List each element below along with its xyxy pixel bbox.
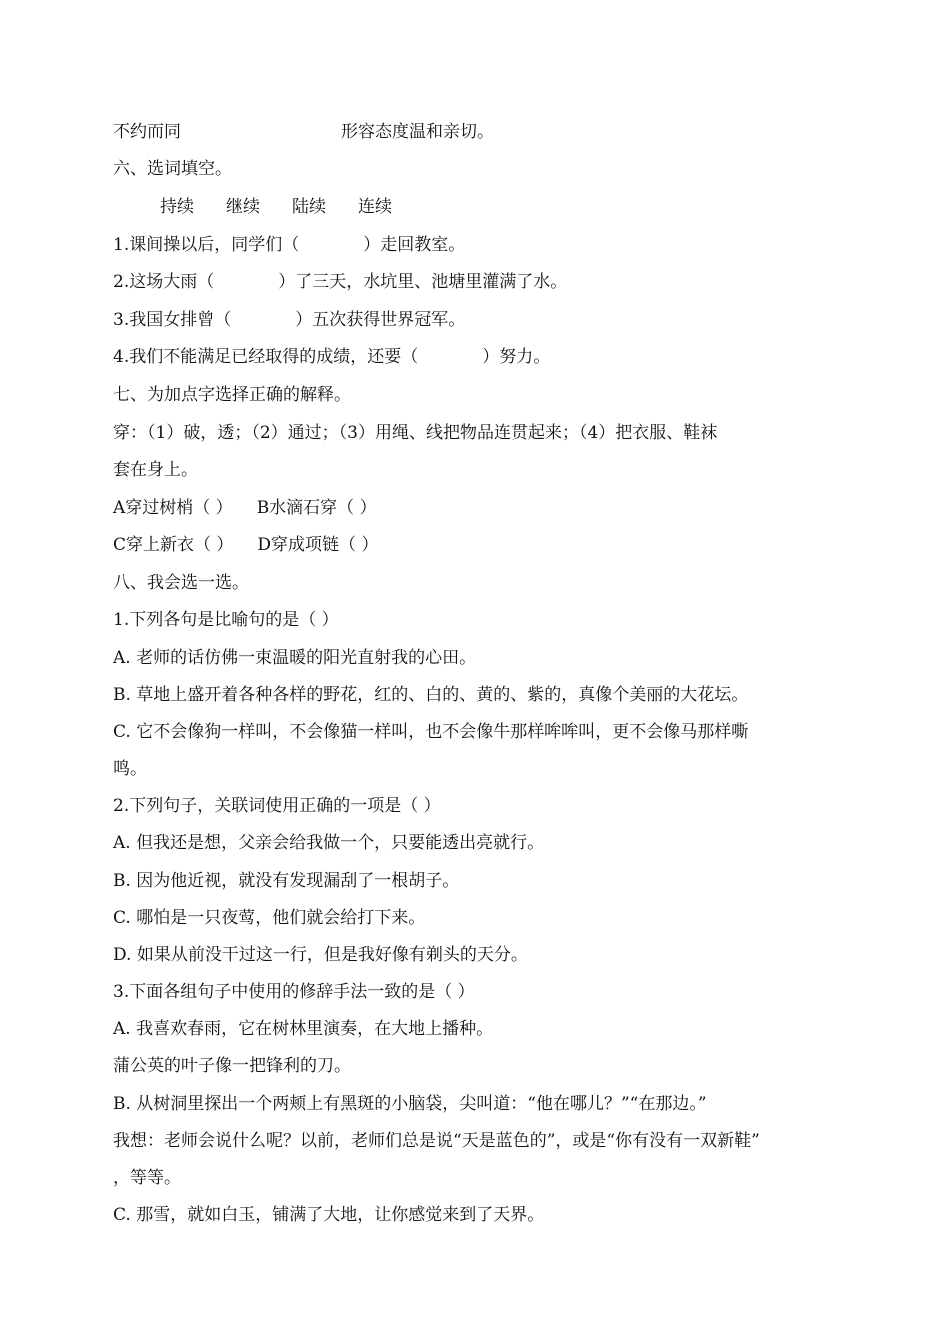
question-text: 3.我国女排曾（ [113,310,232,330]
match-row [113,121,494,143]
option-line: 我想：老师会说什么呢？以前，老师们总是说“天是蓝色的”，或是“你有没有一双新鞋” [113,1131,760,1151]
fill-question-3 [113,309,465,331]
option-line: C. 哪怕是一只夜莺，他们就会给打下来。 [113,908,426,928]
match-word: 不约而同 [113,122,181,142]
option-line: B. 因为他近视，就没有发现漏刮了一根胡子。 [113,871,460,891]
choice-row [113,497,377,519]
option-line: A. 老师的话仿佛一束温暖的阳光直射我的心田。 [113,648,477,668]
question-stem: 2.下列句子，关联词使用正确的一项是（ ） [113,796,441,816]
question-text: 2.这场大雨（ [113,272,215,292]
option-line: C. 它不会像狗一样叫，不会像猫一样叫，也不会像牛那样哞哞叫，更不会像马那样嘶 [113,722,749,742]
section-8-heading: 八、我会选一选。 [113,573,249,593]
question-text: 1.课间操以后，同学们（ [113,235,300,255]
word-bank-item: 陆续 [292,197,326,217]
option-line: D. 如果从前没干过这一行，但是我好像有剃头的天分。 [113,945,528,965]
fill-question-2 [113,271,567,293]
option-line: 蒲公英的叶子像一把锋利的刀。 [113,1056,351,1076]
option-line: A. 但我还是想，父亲会给我做一个，只要能透出亮就行。 [113,833,545,853]
question-stem: 3.下面各组句子中使用的修辞手法一致的是（ ） [113,982,475,1002]
question-text: ）五次获得世界冠军。 [295,310,466,330]
section-6-heading: 六、选词填空。 [113,159,232,179]
fill-question-4 [113,346,550,368]
option-line: B. 草地上盛开着各种各样的野花，红的、白的、黄的、紫的，真像个美丽的大花坛。 [113,685,749,705]
option-line: A. 我喜欢春雨，它在树林里演奏，在大地上播种。 [113,1019,494,1039]
choice-item: B水滴石穿（ ） [256,498,377,518]
option-line: C. 那雪，就如白玉，铺满了大地，让你感觉来到了天界。 [113,1205,545,1225]
definition-line: 套在身上。 [113,460,198,480]
definition-line: 穿：（1）破，透；（2）通过；（3）用绳、线把物品连贯起来；（4）把衣服、鞋袜 [113,423,718,443]
word-bank-item: 连续 [358,197,392,217]
question-text: ）了三天，水坑里、池塘里灌满了水。 [278,272,568,292]
question-stem: 1.下列各句是比喻句的是（ ） [113,610,339,630]
match-definition: 形容态度温和亲切。 [341,122,494,142]
fill-question-1 [113,234,465,256]
option-line: 鸣。 [113,759,147,779]
word-bank-item: 持续 [160,197,194,217]
word-bank [160,196,392,218]
choice-row [113,534,378,556]
choice-item: A穿过树梢（ ） [113,498,233,518]
question-text: ）走回教室。 [363,235,466,255]
section-7-heading: 七、为加点字选择正确的解释。 [113,385,351,405]
option-line: B. 从树洞里探出一个两颊上有黑斑的小脑袋，尖叫道：“他在哪儿？”“在那边。” [113,1094,707,1114]
choice-item: C穿上新衣（ ） [113,535,234,555]
question-text: 4.我们不能满足已经取得的成绩，还要（ [113,347,419,367]
word-bank-item: 继续 [226,197,260,217]
choice-item: D穿成项链（ ） [257,535,379,555]
option-line: ，等等。 [113,1168,181,1188]
question-text: ）努力。 [482,347,551,367]
